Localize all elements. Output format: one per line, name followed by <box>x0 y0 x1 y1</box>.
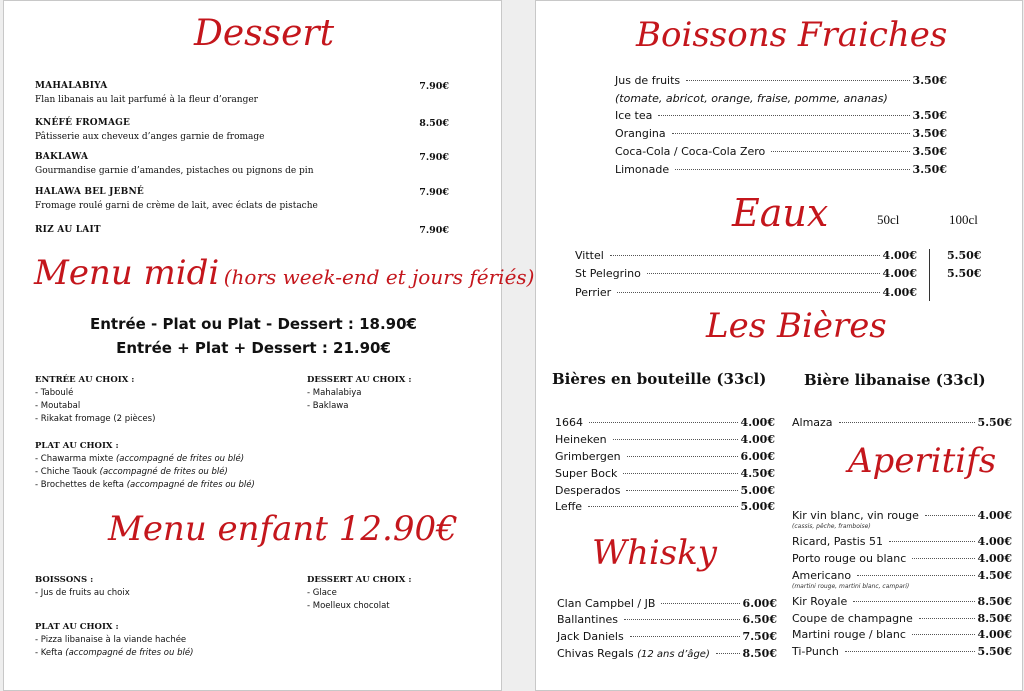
plat-item-note: (accompagné de frites ou blé) <box>126 480 255 490</box>
dessert-item-name: KNÉFÉ FROMAGE <box>35 118 131 128</box>
entree-item: - Taboulé <box>35 388 74 398</box>
leader-dots <box>686 80 909 81</box>
biere-row <box>555 416 775 431</box>
menu-midi-heading <box>34 253 534 293</box>
plat-item <box>35 453 255 466</box>
dessert-choice-item: - Baklawa <box>307 401 349 411</box>
dessert-item-desc: Pâtisserie aux cheveux d’anges garnie de fromage <box>35 132 265 142</box>
whisky-row <box>557 630 777 645</box>
leader-dots <box>624 619 740 620</box>
leader-dots <box>630 636 740 637</box>
aperitif-row <box>792 612 1012 627</box>
dessert-choice-heading: DESSERT AU CHOIX : <box>307 375 412 385</box>
plat-item-name: - Brochettes de kefta <box>35 480 127 490</box>
enfant-plat-item-note: (accompagné de frites ou blé) <box>65 648 194 658</box>
bieres-title: Les Bières <box>706 306 887 346</box>
boissons-item: - Jus de fruits au choix <box>35 588 130 598</box>
aperitif-price: 4.00€ <box>977 535 1012 548</box>
biere-price: 4.00€ <box>740 416 775 429</box>
menu-midi-dessert-block <box>307 374 411 413</box>
leader-dots <box>588 506 737 507</box>
eau-label: Perrier <box>575 286 612 299</box>
leader-dots <box>613 439 738 440</box>
whisky-row <box>557 597 777 612</box>
boisson-row <box>615 163 947 178</box>
leader-dots <box>623 473 737 474</box>
boisson-price: 3.50€ <box>912 163 947 176</box>
dessert-item-desc: Fromage roulé garni de crème de lait, avec éclats de pistache <box>35 201 318 211</box>
boisson-row <box>615 109 947 124</box>
enfant-plat-heading: PLAT AU CHOIX : <box>35 622 119 632</box>
menu-midi-plat-block <box>35 440 255 492</box>
enfant-plat-item <box>35 647 193 660</box>
aperitif-row <box>792 645 1012 660</box>
aperitif-price: 4.00€ <box>977 509 1012 522</box>
aperitif-label: Kir vin blanc, vin rouge <box>792 509 919 522</box>
eau-row <box>575 286 917 301</box>
eaux-col-50cl: 50cl <box>877 212 900 227</box>
biere-price: 5.00€ <box>740 500 775 513</box>
biere-price: 4.50€ <box>740 467 775 480</box>
menu-enfant-plat-block <box>35 621 193 660</box>
biere-libanaise-heading: Bière libanaise (33cl) <box>804 371 986 389</box>
aperitif-price: 8.50€ <box>977 595 1012 608</box>
leader-dots <box>925 515 975 516</box>
dessert-item-price: 8.50€ <box>419 118 449 129</box>
boisson-price: 3.50€ <box>912 109 947 122</box>
biere-row <box>555 433 775 448</box>
left-menu-page <box>3 0 535 691</box>
aperitif-price: 4.00€ <box>977 628 1012 641</box>
eau-price-100cl: 5.50€ <box>947 267 982 280</box>
leader-dots <box>716 653 740 654</box>
dessert-item-price: 7.90€ <box>419 225 449 236</box>
biere-row <box>555 467 775 482</box>
aperitif-label: Americano <box>792 569 852 582</box>
eau-label: St Pelegrino <box>575 267 641 280</box>
biere-libanaise-row <box>792 416 1012 431</box>
eau-price-100cl: 5.50€ <box>947 249 982 262</box>
right-menu-page <box>535 0 1023 691</box>
dessert-title: Dessert <box>194 13 335 54</box>
menu-midi-subtitle: (hors week-end et jours fériés) <box>223 265 535 289</box>
dessert-item-name: BAKLAWA <box>35 152 89 162</box>
enfant-dessert-item: - Moelleux chocolat <box>307 601 390 611</box>
aperitif-row <box>792 569 1012 584</box>
boisson-price: 3.50€ <box>912 145 947 158</box>
aperitif-row <box>792 535 1012 550</box>
aperitif-label: Coupe de champagne <box>792 612 913 625</box>
menu-midi-formula-1: Entrée - Plat ou Plat - Dessert : 18.90€ <box>89 315 417 333</box>
boisson-label: Limonade <box>615 163 670 176</box>
leader-dots <box>912 558 974 559</box>
eau-price-50cl: 4.00€ <box>882 286 917 299</box>
jus-note: (tomate, abricot, orange, fraise, pomme, ananas) <box>615 92 888 105</box>
whisky-label: Ballantines <box>557 613 618 626</box>
dessert-item-name: HALAWA BEL JEBNÉ <box>35 187 144 197</box>
aperitif-sub: (martini rouge, martini blanc, campari) <box>792 583 910 590</box>
whisky-label <box>557 647 710 660</box>
boisson-row <box>615 74 947 89</box>
biere-row <box>555 500 775 515</box>
leader-dots <box>661 603 739 604</box>
whisky-note: (12 ans d’âge) <box>637 649 710 660</box>
aperitif-label: Ti-Punch <box>792 645 839 658</box>
boisson-label: Ice tea <box>615 109 653 122</box>
aperitif-row <box>792 628 1012 643</box>
whisky-title: Whisky <box>592 533 717 573</box>
aperitif-price: 8.50€ <box>977 612 1012 625</box>
enfant-dessert-item: - Glace <box>307 588 337 598</box>
plat-heading: PLAT AU CHOIX : <box>35 441 119 451</box>
biere-price: 5.00€ <box>740 484 775 497</box>
dessert-item-price: 7.90€ <box>419 187 449 198</box>
whisky-label-text: Chivas Regals <box>557 647 638 660</box>
biere-label: Grimbergen <box>555 450 621 463</box>
menu-midi-formula-2: Entrée + Plat + Dessert : 21.90€ <box>116 339 391 357</box>
enfant-plat-item-name: - Pizza libanaise à la viande hachée <box>35 635 187 645</box>
leader-dots <box>627 456 738 457</box>
dessert-item-desc: Gourmandise garnie d’amandes, pistaches ou pignons de pin <box>35 166 314 176</box>
leader-dots <box>845 651 975 652</box>
leader-dots <box>617 292 879 293</box>
boissons-title: Boissons Fraiches <box>636 15 948 55</box>
plat-item <box>35 466 255 479</box>
enfant-plat-item-name: - Kefta <box>35 648 66 658</box>
leader-dots <box>675 169 909 170</box>
eau-row <box>575 249 917 264</box>
boisson-row <box>615 145 947 160</box>
dessert-item-name: MAHALABIYA <box>35 81 108 91</box>
eau-price-50cl: 4.00€ <box>882 249 917 262</box>
whisky-price: 6.50€ <box>742 613 777 626</box>
aperitif-label: Porto rouge ou blanc <box>792 552 907 565</box>
boisson-row <box>615 127 947 142</box>
biere-row <box>555 450 775 465</box>
plat-item-name: - Chawarma mixte <box>35 454 116 464</box>
aperitif-price: 4.00€ <box>977 552 1012 565</box>
biere-label: Desperados <box>555 484 621 497</box>
dessert-item-name: RIZ AU LAIT <box>35 225 101 235</box>
boisson-price: 3.50€ <box>912 74 947 87</box>
menu-midi-title: Menu midi <box>34 253 220 293</box>
whisky-row <box>557 647 777 662</box>
dessert-list <box>35 81 449 241</box>
leader-dots <box>919 618 975 619</box>
leader-dots <box>839 422 975 423</box>
dessert-item-desc: Flan libanais au lait parfumé à la fleur d’oranger <box>35 95 258 105</box>
menu-midi-entree-block <box>35 374 155 426</box>
whisky-price: 7.50€ <box>742 630 777 643</box>
plat-item-note: (accompagné de frites ou blé) <box>99 467 228 477</box>
bieres-bouteille-heading: Bières en bouteille (33cl) <box>552 370 767 388</box>
boissons-heading: BOISSONS : <box>35 575 94 585</box>
eau-row <box>575 267 917 282</box>
boisson-label: Coca-Cola / Coca-Cola Zero <box>615 145 766 158</box>
biere-label: Super Bock <box>555 467 618 480</box>
whisky-price: 6.00€ <box>742 597 777 610</box>
eaux-title: Eaux <box>732 191 829 235</box>
enfant-plat-item <box>35 634 193 647</box>
aperitif-price: 5.50€ <box>977 645 1012 658</box>
eaux-col-100cl: 100cl <box>949 212 978 227</box>
boisson-price: 3.50€ <box>912 127 947 140</box>
dessert-item-price: 7.90€ <box>419 81 449 92</box>
menu-enfant-boissons-block <box>35 574 130 600</box>
whisky-price: 8.50€ <box>742 647 777 660</box>
enfant-dessert-heading: DESSERT AU CHOIX : <box>307 575 412 585</box>
leader-dots <box>589 422 738 423</box>
entree-heading: ENTRÉE AU CHOIX : <box>35 375 135 385</box>
aperitif-label: Martini rouge / blanc <box>792 628 906 641</box>
leader-dots <box>912 634 975 635</box>
entree-item: - Moutabal <box>35 401 81 411</box>
entree-item: - Rikakat fromage (2 pièces) <box>35 414 156 424</box>
eau-label: Vittel <box>575 249 604 262</box>
leader-dots <box>853 601 974 602</box>
biere-label: 1664 <box>555 416 583 429</box>
aperitif-label: Ricard, Pastis 51 <box>792 535 883 548</box>
aperitifs-title: Aperitifs <box>848 441 997 481</box>
leader-dots <box>771 151 909 152</box>
eaux-divider <box>929 249 930 301</box>
biere-label: Heineken <box>555 433 607 446</box>
boisson-label: Jus de fruits <box>615 74 681 87</box>
biere-price: 6.00€ <box>740 450 775 463</box>
dessert-choice-item: - Mahalabiya <box>307 388 362 398</box>
aperitif-row <box>792 552 1012 567</box>
menu-enfant-title: Menu enfant 12.90€ <box>108 509 458 549</box>
leader-dots <box>647 273 880 274</box>
eau-price-50cl: 4.00€ <box>882 267 917 280</box>
biere-label: Almaza <box>792 416 833 429</box>
leader-dots <box>610 255 880 256</box>
aperitif-price: 4.50€ <box>977 569 1012 582</box>
biere-price: 5.50€ <box>977 416 1012 429</box>
aperitif-label: Kir Royale <box>792 595 848 608</box>
leader-dots <box>889 541 975 542</box>
plat-item-name: - Chiche Taouk <box>35 467 100 477</box>
leader-dots <box>658 115 909 116</box>
menu-enfant-dessert-block <box>307 574 411 613</box>
aperitif-sub: (cassis, pêche, framboise) <box>792 523 871 530</box>
aperitif-row <box>792 595 1012 610</box>
plat-item-note: (accompagné de frites ou blé) <box>115 454 245 464</box>
plat-item <box>35 479 255 492</box>
biere-label: Leffe <box>555 500 583 513</box>
whisky-label: Jack Daniels <box>557 630 624 643</box>
boisson-label: Orangina <box>615 127 666 140</box>
leader-dots <box>672 133 910 134</box>
leader-dots <box>857 575 974 576</box>
whisky-row <box>557 613 777 628</box>
biere-row <box>555 484 775 499</box>
dessert-item-price: 7.90€ <box>419 152 449 163</box>
whisky-label: Clan Campbel / JB <box>557 597 656 610</box>
leader-dots <box>626 490 737 491</box>
aperitif-row <box>792 509 1012 524</box>
biere-price: 4.00€ <box>740 433 775 446</box>
